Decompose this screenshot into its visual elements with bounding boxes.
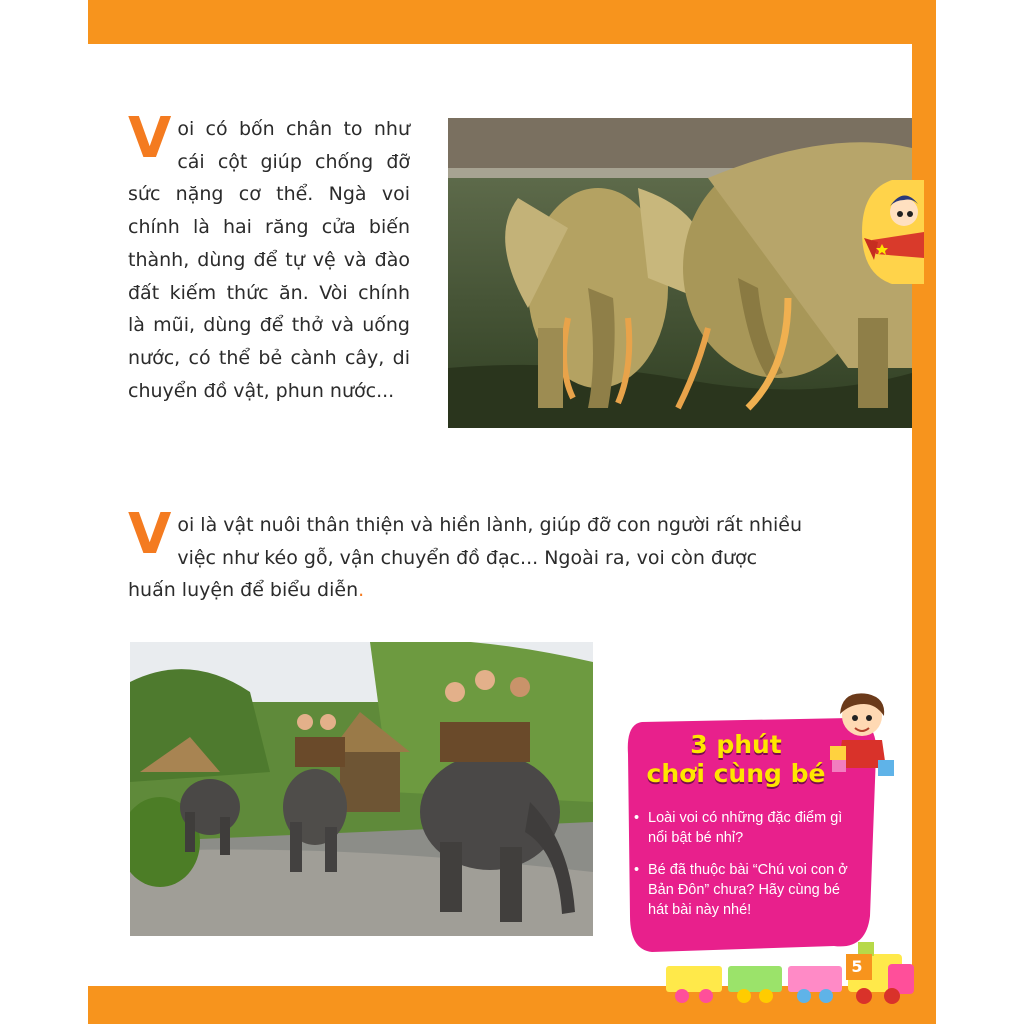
paragraph-text: oi là vật nuôi thân thiện và hiền lành, giúp đỡ con người rất nhiều việc như kéo gỗ, vận chuyển đồ đạc... Ngoài ra, voi còn được huấn luyện để biểu diễn — [128, 514, 802, 601]
train-decoration — [662, 936, 916, 1006]
paragraph-elephant-features — [128, 106, 410, 407]
game-question-text: Loài voi có những đặc điểm gì nổi bật bé nhỉ? — [648, 810, 843, 846]
tourists-riding-elephants-photo — [130, 642, 593, 936]
bullet-icon: • — [634, 862, 640, 878]
game-question — [634, 860, 854, 920]
game-title-line1: 3 phút — [690, 730, 782, 759]
page-number: 5 — [851, 957, 863, 976]
game-question-text: Bé đã thuộc bài “Chú voi con ở Bản Đôn” chưa? Hãy cùng bé hát bài này nhé! — [648, 862, 848, 918]
paragraph-text: oi có bốn chân to như cái cột giúp chống đỡ sức nặng cơ thể. Ngà voi chính là hai răng cửa biến thành, dùng để tự vệ và đào đất kiếm thức ăn. Vòi chính là mũi, dùng để thở và uống nước, có thể bẻ cành cây, di chuyển đồ vật, phun nước... — [128, 118, 410, 402]
cartoon-kid-with-blocks — [828, 690, 898, 782]
dropcap-letter: V — [128, 502, 172, 567]
paragraph-end-mark: . — [358, 579, 365, 601]
game-question-list — [634, 808, 854, 932]
page-frame-top — [88, 0, 936, 44]
paragraph-elephant-helpful — [128, 502, 808, 607]
game-title-line2: chơi cùng bé — [646, 759, 826, 788]
game-title — [626, 730, 846, 788]
elephants-in-water-photo — [448, 118, 912, 428]
cartoon-boy-plane-badge — [862, 180, 924, 284]
page-frame-right — [912, 0, 936, 1024]
game-question — [634, 808, 854, 848]
dropcap-letter: V — [128, 106, 172, 171]
bullet-icon: • — [634, 810, 640, 826]
